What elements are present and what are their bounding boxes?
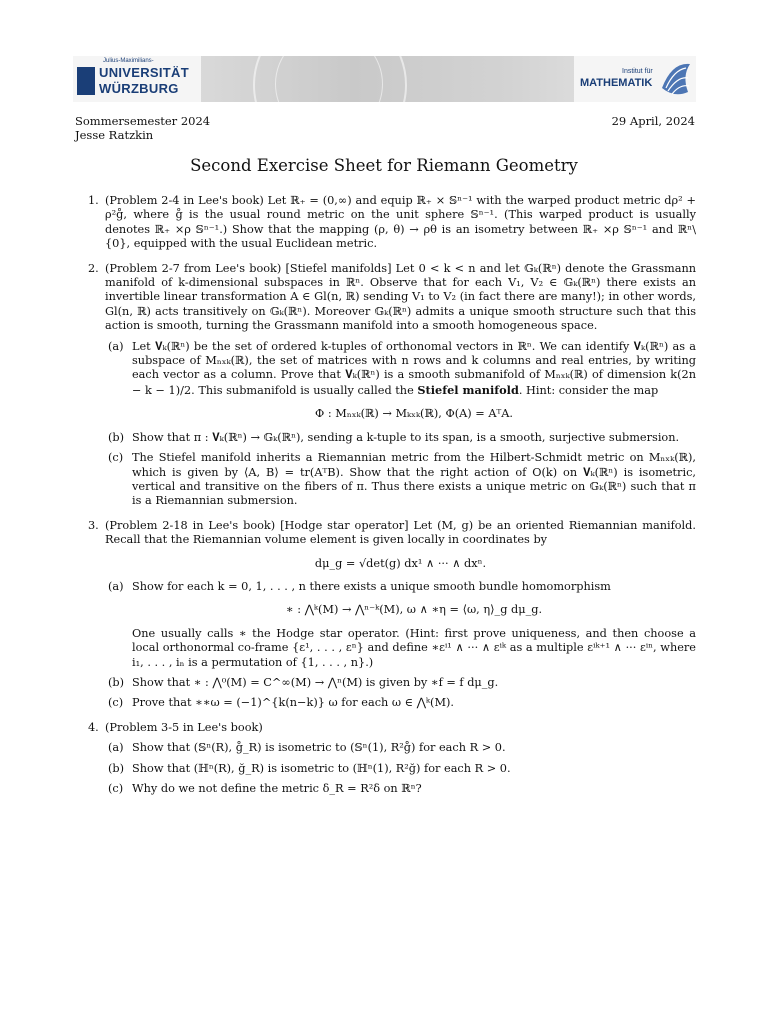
- stiefel-manifold-term: Stiefel manifold: [417, 382, 519, 397]
- problem-item: [88, 262, 696, 509]
- institute-logo-name: MATHEMATIK: [580, 77, 653, 89]
- problem-text: (Problem 2-7 from Lee's book) [Stiefel manifolds] Let 0 < k < n and let 𝔾ₖ(ℝⁿ) denote the Grassmann manifold of k-dimensional subspaces in ℝⁿ. Observe that for each V₁, V₂ ∈ 𝔾ₖ(ℝⁿ) there exists an invertible linear transformation A ∈ Gl(n, ℝ) sending V₁ to V₂ (in fact there are many!); in other words, Gl(n, ℝ) acts transitively on 𝔾ₖ(ℝⁿ). Moreover 𝔾ₖ(ℝⁿ) admits a unique smooth structure such that this action is smooth, turning the Grassmann manifold into a smooth homogeneous space.: [105, 261, 696, 333]
- subproblem-item: [108, 431, 696, 445]
- subproblem-label: (b): [108, 675, 125, 689]
- subproblem-label: (a): [108, 579, 124, 593]
- problem-number: 4.: [88, 720, 99, 734]
- subproblem-text: [132, 340, 696, 399]
- institute-globe-icon: [658, 58, 694, 100]
- subproblem-text: The Stiefel manifold inherits a Riemannian metric from the Hilbert-Schmidt metric on Mₙₓₖ(ℝ), which is given by ⟨A, B⟩ = tr(AᵀB). Show that the right action of O(k) on 𝐕ₖ(ℝⁿ) is isometric, vertical and transitive on the fibers of π. Thus there exists a unique metric on 𝔾ₖ(ℝⁿ) such that π is a Riemannian submersion.: [132, 451, 696, 508]
- subproblem-item: [108, 676, 696, 690]
- subproblem-item: [108, 782, 696, 796]
- problem-list: [88, 194, 696, 806]
- subproblem-text: Why do we not define the metric δ_R = R²δ on ℝⁿ?: [132, 782, 422, 795]
- university-logo-mark-icon: [77, 67, 95, 95]
- problem-number: 3.: [88, 518, 99, 532]
- university-logo-line-1: UNIVERSITÄT: [99, 65, 189, 80]
- sheet-title: Second Exercise Sheet for Riemann Geometry: [190, 156, 578, 175]
- subproblem-label: (c): [108, 696, 124, 710]
- subproblem-text: Show that ∗ : ⋀⁰(M) = C^∞(M) → ⋀ⁿ(M) is given by ∗f = f dμ_g.: [132, 675, 499, 689]
- course-info: [75, 114, 210, 142]
- subproblem-label: (b): [108, 430, 125, 444]
- header-banner: [73, 56, 696, 102]
- subproblem-label: (c): [108, 782, 124, 795]
- subproblem-label: (a): [108, 339, 124, 353]
- author-name: Jesse Ratzkin: [75, 128, 154, 142]
- problem-text: (Problem 3-5 in Lee's book): [105, 720, 263, 734]
- university-logo: [73, 56, 201, 102]
- institute-logo-small-text: Institut für: [622, 68, 653, 75]
- subproblem-text-after: . Hint: consider the map: [518, 383, 659, 397]
- subproblem-item: [108, 340, 696, 422]
- subproblem-label: (c): [108, 451, 124, 465]
- semester-label: Sommersemester 2024: [75, 114, 211, 128]
- problem-item: [88, 721, 696, 797]
- problem-item: [88, 519, 696, 711]
- subproblem-item: [108, 741, 696, 755]
- problem-item: [88, 194, 696, 252]
- university-logo-line-2: WÜRZBURG: [99, 81, 179, 96]
- university-seal-inner-ring: [275, 56, 383, 102]
- subproblem-text: Show that (𝕊ⁿ(R), g̊_R) is isometric to (𝕊ⁿ(1), R²g̊) for each R > 0.: [132, 741, 506, 755]
- subproblem-text: Show that π : 𝐕ₖ(ℝⁿ) → 𝔾ₖ(ℝⁿ), sending a k-tuple to its span, is a smooth, surjective submersion.: [132, 430, 680, 444]
- subproblem-item: [108, 451, 696, 509]
- problem-number: 1.: [88, 194, 99, 207]
- subproblem-item: [108, 696, 696, 710]
- display-equation: dμ_g = √det(g) dx¹ ∧ ··· ∧ dxⁿ.: [314, 556, 487, 570]
- subproblem-label: (a): [108, 741, 124, 755]
- display-equation: ∗ : ⋀ᵏ(M) → ⋀ⁿ⁻ᵏ(M), ω ∧ ∗η = ⟨ω, η⟩_g dμ_g.: [285, 603, 543, 617]
- subproblem-text-main: Let 𝐕ₖ(ℝⁿ) be the set of ordered k-tuples of orthonomal vectors in ℝⁿ. We can identify 𝐕ₖ(ℝⁿ) as a subspace of Mₙₓₖ(ℝ), the set of matrices with n rows and k columns and real entries, by writing each vector as a column. Prove that 𝐕ₖ(ℝⁿ) is a smooth submanifold of Mₙₓₖ(ℝ) of dimension k(2n − k − 1)/2. This submanifold is usually called the: [132, 339, 696, 397]
- subproblem-hint: One usually calls ∗ the Hodge star operator. (Hint: first prove uniqueness, and then choose a local orthonormal co-frame {ε¹, . . . , εⁿ} and define ∗εⁱ¹ ∧ ··· ∧ εⁱᵏ as a multiple εⁱᵏ⁺¹ ∧ ··· εⁱⁿ, where i₁, . . . , iₙ is a permutation of {1, . . . , n}.): [132, 626, 696, 669]
- subproblem-text: Show that (ℍⁿ(R), ğ_R) is isometric to (ℍⁿ(1), R²ğ) for each R > 0.: [132, 761, 511, 775]
- problem-text: (Problem 2-18 in Lee's book) [Hodge star operator] Let (M, g) be an oriented Riemannian manifold. Recall that the Riemannian volume element is given locally in coordinates by: [105, 518, 696, 547]
- subproblem-item: [108, 762, 696, 776]
- problem-text: (Problem 2-4 in Lee's book) Let ℝ₊ = (0,∞) and equip ℝ₊ × 𝕊ⁿ⁻¹ with the warped product metric dρ² + ρ²g̊, where g̊ is the usual round metric on the unit sphere 𝕊ⁿ⁻¹. (This warped product is usually denotes ℝ₊ ×ρ 𝕊ⁿ⁻¹.) Show that the mapping (ρ, θ) → ρθ is an isometry between ℝ₊ ×ρ 𝕊ⁿ⁻¹ and ℝⁿ\{0}, equipped with the usual Euclidean metric.: [105, 194, 696, 251]
- subproblem-label: (b): [108, 761, 125, 775]
- university-logo-small-text: Julius-Maximilians-: [103, 58, 154, 64]
- subproblem-text: Show for each k = 0, 1, . . . , n there exists a unique smooth bundle homomorphism: [132, 579, 611, 593]
- subproblem-item: [108, 580, 696, 670]
- display-equation: Φ : Mₙₓₖ(ℝ) → Mₖₓₖ(ℝ), Φ(A) = AᵀA.: [315, 407, 513, 421]
- subproblem-text: Prove that ∗∗ω = (−1)^{k(n−k)} ω for each ω ∈ ⋀ᵏ(M).: [132, 696, 455, 710]
- problem-number: 2.: [88, 261, 99, 275]
- sheet-date: 29 April, 2024: [611, 114, 695, 128]
- institute-logo: [574, 56, 696, 102]
